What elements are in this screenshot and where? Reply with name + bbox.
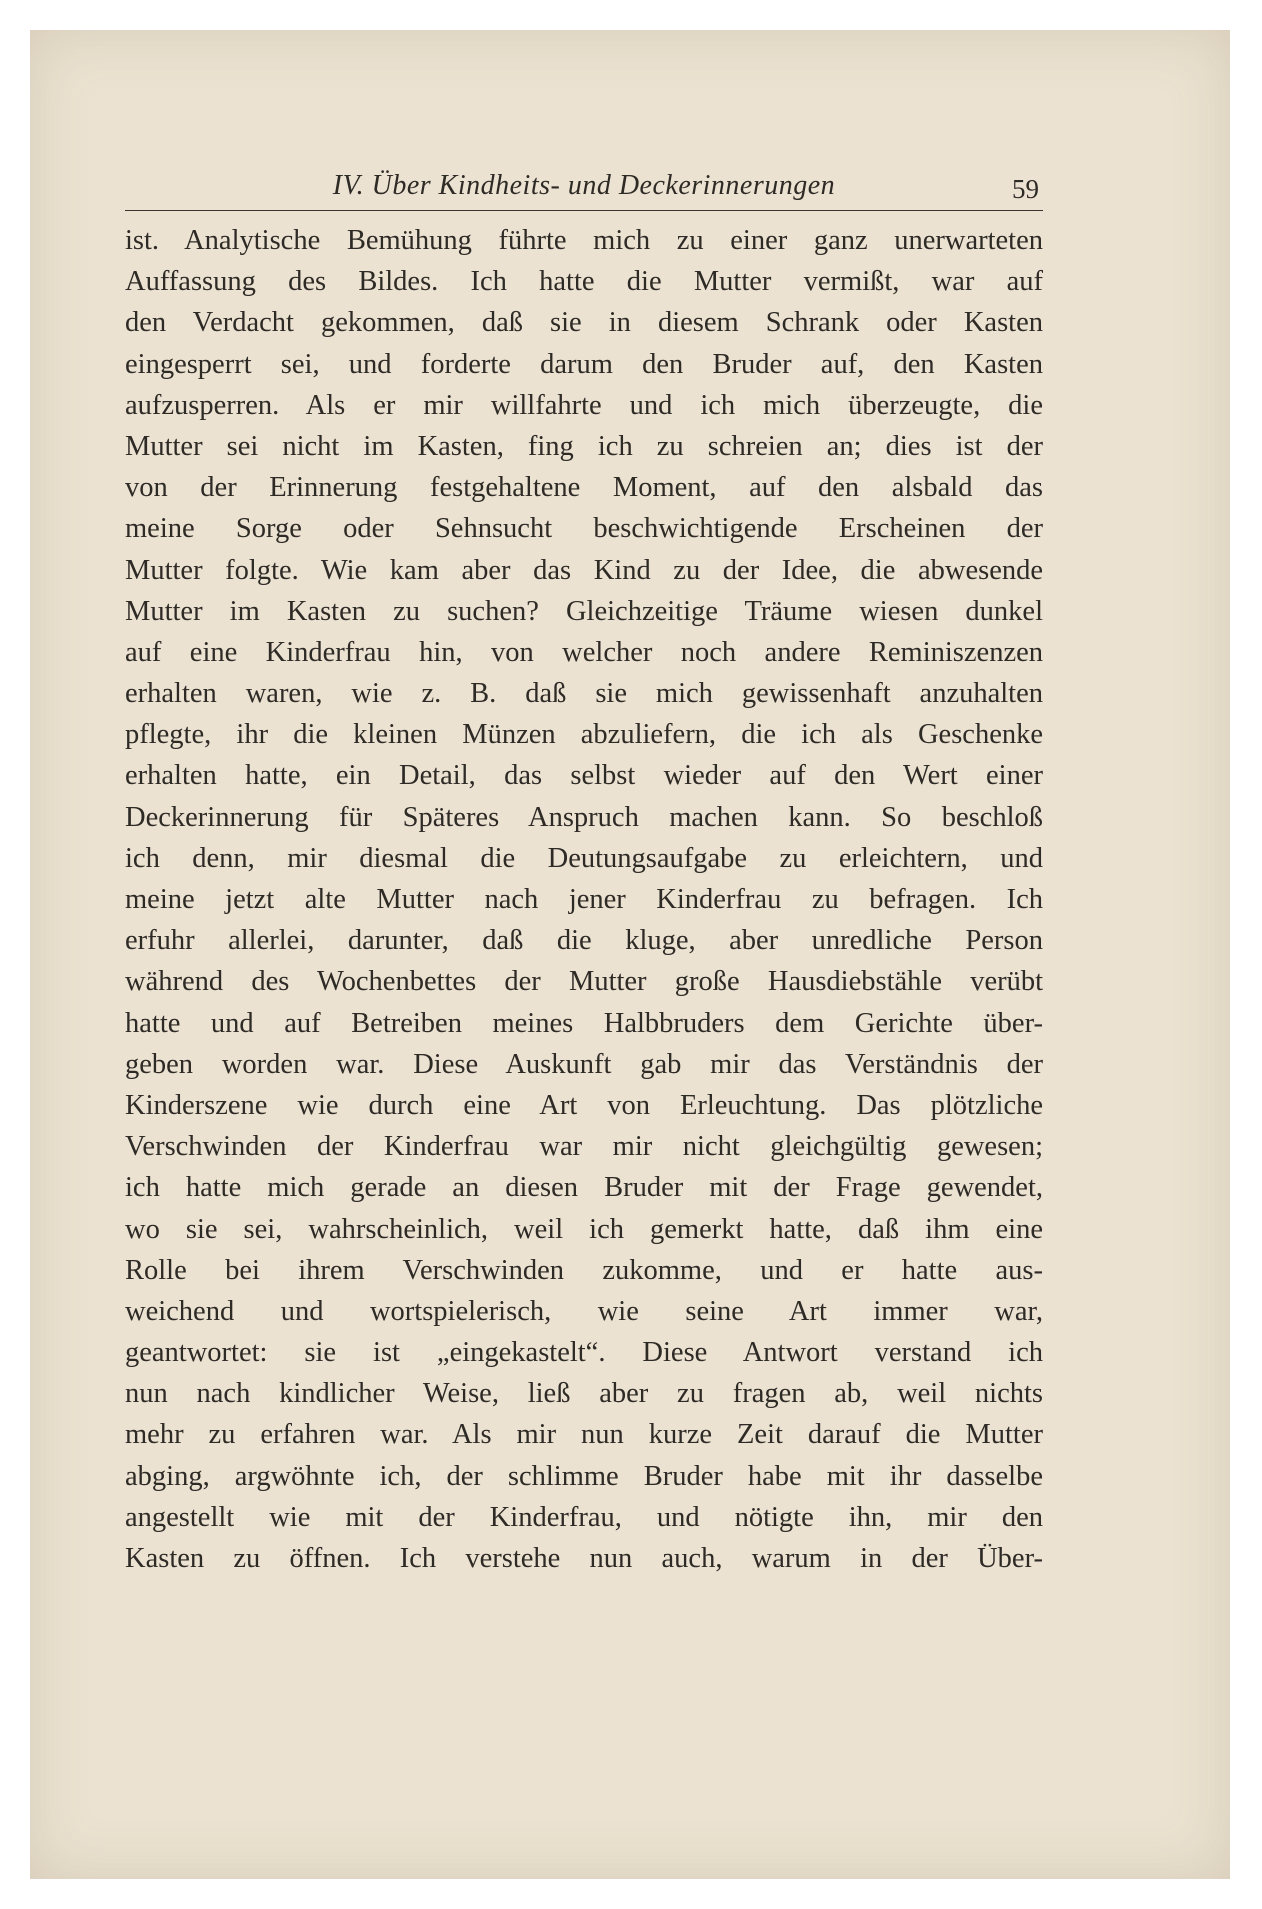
page-header — [125, 170, 1043, 211]
text-line: meine jetzt alte Mutter nach jener Kinderfrau zu befragen. Ich — [125, 884, 1043, 915]
text-line: mehr zu erfahren war. Als mir nun kurze Zeit darauf die Mutter — [125, 1419, 1043, 1451]
text-line: erhalten hatte, ein Detail, das selbst wieder auf den Wert einer — [125, 760, 1043, 792]
text-line: ist. Analytische Bemühung führte mich zu einer ganz unerwarteten — [125, 225, 1043, 256]
text-line: Mutter sei nicht im Kasten, fing ich zu schreien an; dies ist der — [125, 430, 1043, 462]
text-line: den Verdacht gekommen, daß sie in diesem Schrank oder Kasten — [125, 307, 1043, 339]
text-line: Deckerinnerung für Späteres Anspruch machen kann. So beschloß — [125, 801, 1043, 833]
page-number: 59 — [1012, 174, 1039, 204]
text-line: angestellt wie mit der Kinderfrau, und nötigte ihn, mir den — [125, 1501, 1043, 1533]
text-line: meine Sorge oder Sehnsucht beschwichtigende Erscheinen der — [125, 513, 1043, 545]
text-line: auf eine Kinderfrau hin, von welcher noch andere Reminiszenzen — [125, 636, 1043, 668]
text-line: Kinderszene wie durch eine Art von Erleuchtung. Das plötzliche — [125, 1089, 1043, 1121]
text-line: eingesperrt sei, und forderte darum den Bruder auf, den Kasten — [125, 348, 1043, 380]
text-line: pflegte, ihr die kleinen Münzen abzuliefern, die ich als Geschenke — [125, 719, 1043, 751]
text-line: von der Erinnerung festgehaltene Moment, auf den alsbald das — [125, 472, 1043, 504]
text-line: nun nach kindlicher Weise, ließ aber zu fragen ab, weil nichts — [125, 1378, 1043, 1410]
text-line: Rolle bei ihrem Verschwinden zukomme, und er hatte aus- — [125, 1254, 1043, 1286]
text-line: ich hatte mich gerade an diesen Bruder mit der Frage gewendet, — [125, 1172, 1043, 1204]
body-text — [125, 220, 1043, 1579]
text-line: erhalten waren, wie z. B. daß sie mich gewissenhaft anzuhalten — [125, 678, 1043, 710]
text-line: Verschwinden der Kinderfrau war mir nicht gleichgültig gewesen; — [125, 1131, 1043, 1163]
text-line: aufzusperren. Als er mir willfahrte und ich mich überzeugte, die — [125, 389, 1043, 421]
text-line: ich denn, mir diesmal die Deutungsaufgabe zu erleichtern, und — [125, 842, 1043, 874]
text-line: geantwortet: sie ist „eingekastelt“. Diese Antwort verstand ich — [125, 1337, 1043, 1369]
text-line: Kasten zu öffnen. Ich verstehe nun auch, warum in der Über- — [125, 1543, 1043, 1574]
text-line: Mutter im Kasten zu suchen? Gleichzeitige Träume wiesen dunkel — [125, 595, 1043, 627]
text-line: während des Wochenbettes der Mutter große Hausdiebstähle verübt — [125, 966, 1043, 998]
text-line: geben worden war. Diese Auskunft gab mir das Verständnis der — [125, 1048, 1043, 1080]
text-line: hatte und auf Betreiben meines Halbbruders dem Gerichte über- — [125, 1007, 1043, 1039]
text-line: Mutter folgte. Wie kam aber das Kind zu der Idee, die abwesende — [125, 554, 1043, 586]
text-line: weichend und wortspielerisch, wie seine Art immer war, — [125, 1295, 1043, 1327]
text-line: Auffassung des Bildes. Ich hatte die Mutter vermißt, war auf — [125, 266, 1043, 298]
running-title: IV. Über Kindheits- und Deckerinnerungen — [332, 170, 836, 201]
text-line: erfuhr allerlei, darunter, daß die kluge, aber unredliche Person — [125, 925, 1043, 957]
text-line: abging, argwöhnte ich, der schlimme Bruder habe mit ihr dasselbe — [125, 1460, 1043, 1492]
text-line: wo sie sei, wahrscheinlich, weil ich gemerkt hatte, daß ihm eine — [125, 1213, 1043, 1245]
